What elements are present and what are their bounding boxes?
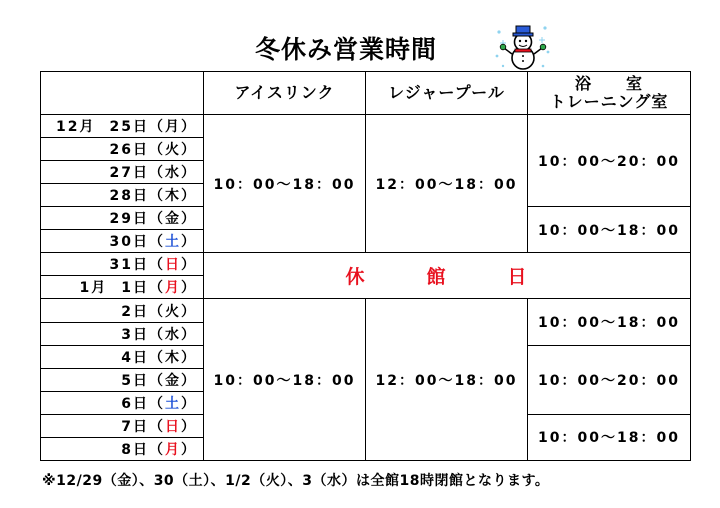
bath-hours-period-4: 10：00～20：00 [528, 345, 691, 414]
date-paren-open: （ [149, 372, 165, 389]
date-day: 27日 [109, 165, 149, 182]
date-month: 1月 [79, 280, 108, 297]
schedule-table [40, 71, 691, 461]
date-day: 5日 [121, 372, 149, 389]
date-day: 28日 [109, 188, 149, 205]
bath-hours-period-1: 10：00～20：00 [528, 115, 691, 207]
date-paren-close: ） [181, 188, 197, 205]
date-cell [41, 437, 204, 460]
date-paren-close: ） [181, 441, 197, 458]
date-cell [41, 299, 204, 322]
date-cell [41, 115, 204, 138]
date-day: 26日 [109, 142, 149, 159]
date-cell [41, 368, 204, 391]
date-cell [41, 253, 204, 276]
date-weekday: 月 [165, 441, 181, 458]
date-day: 29日 [109, 211, 149, 228]
date-paren-close: ） [181, 395, 197, 412]
footnote: ※12/29（金）、30（土）、1/2（火）、3（水）は全館18時閉館となります。 [42, 473, 550, 489]
date-paren-open: （ [149, 349, 165, 366]
date-paren-open: （ [149, 395, 165, 412]
date-weekday: 月 [165, 119, 181, 136]
date-paren-open: （ [149, 165, 165, 182]
date-paren-close: ） [181, 418, 197, 435]
date-paren-close: ） [181, 372, 197, 389]
date-weekday: 金 [165, 372, 181, 389]
date-weekday: 水 [165, 326, 181, 343]
date-cell [41, 391, 204, 414]
header-bath-label: 浴 室 [574, 74, 643, 94]
date-paren-open: （ [149, 234, 165, 251]
date-day: 25日 [109, 119, 149, 136]
date-cell [41, 276, 204, 299]
date-month: 12月 [56, 119, 96, 136]
date-weekday: 土 [165, 395, 181, 412]
header-empty [41, 72, 204, 115]
date-weekday: 土 [165, 234, 181, 251]
date-paren-close: ） [181, 234, 197, 251]
header-leisure-pool: レジャープール [366, 72, 528, 115]
date-day: 2日 [121, 303, 149, 320]
date-cell [41, 345, 204, 368]
page-title: 冬休み営業時間 [255, 35, 438, 64]
date-weekday: 火 [165, 303, 181, 320]
date-paren-open: （ [149, 142, 165, 159]
header-training-label: トレーニング室 [549, 92, 669, 112]
date-paren-open: （ [149, 441, 165, 458]
table-row [41, 115, 691, 138]
date-paren-open: （ [149, 303, 165, 320]
date-day: 7日 [121, 418, 149, 435]
date-cell [41, 161, 204, 184]
date-day: 31日 [109, 257, 149, 274]
date-weekday: 日 [165, 418, 181, 435]
date-cell [41, 138, 204, 161]
pool-hours-period-2: 12：00～18：00 [366, 299, 528, 461]
date-day: 1日 [121, 280, 149, 297]
date-weekday: 月 [165, 280, 181, 297]
date-paren-open: （ [149, 211, 165, 228]
date-day: 6日 [121, 395, 149, 412]
date-paren-close: ） [181, 349, 197, 366]
date-paren-open: （ [149, 326, 165, 343]
date-cell [41, 230, 204, 253]
bath-hours-period-5: 10：00～18：00 [528, 414, 691, 460]
date-weekday: 木 [165, 188, 181, 205]
date-day: 8日 [121, 441, 149, 458]
date-paren-open: （ [149, 418, 165, 435]
pool-hours-period-1: 12：00～18：00 [366, 115, 528, 253]
date-day: 4日 [121, 349, 149, 366]
date-paren-close: ） [181, 303, 197, 320]
bath-hours-period-2: 10：00～18：00 [528, 207, 691, 253]
bath-hours-period-3: 10：00～18：00 [528, 299, 691, 345]
date-paren-open: （ [149, 280, 165, 297]
ice-rink-hours-period-1: 10：00～18：00 [204, 115, 366, 253]
ice-rink-hours-period-2: 10：00～18：00 [204, 299, 366, 461]
date-paren-close: ） [181, 142, 197, 159]
date-paren-close: ） [181, 165, 197, 182]
date-paren-close: ） [181, 280, 197, 297]
date-paren-close: ） [181, 326, 197, 343]
date-cell [41, 184, 204, 207]
header-row [41, 72, 691, 115]
date-cell [41, 207, 204, 230]
date-paren-close: ） [181, 119, 197, 136]
date-cell [41, 322, 204, 345]
date-weekday: 金 [165, 211, 181, 228]
closed-notice: 休館日 [204, 253, 691, 299]
date-paren-open: （ [149, 119, 165, 136]
date-cell [41, 414, 204, 437]
date-weekday: 水 [165, 165, 181, 182]
date-weekday: 木 [165, 349, 181, 366]
date-weekday: 火 [165, 142, 181, 159]
date-day: 30日 [109, 234, 149, 251]
date-paren-open: （ [149, 257, 165, 274]
date-paren-close: ） [181, 211, 197, 228]
snowman-icon [493, 22, 553, 72]
table-row [41, 299, 691, 322]
header-ice-rink: アイスリンク [204, 72, 366, 115]
date-paren-open: （ [149, 188, 165, 205]
title-area [0, 22, 720, 72]
header-bath-training [528, 72, 691, 115]
table-row [41, 253, 691, 276]
date-weekday: 日 [165, 257, 181, 274]
date-paren-close: ） [181, 257, 197, 274]
date-day: 3日 [121, 326, 149, 343]
